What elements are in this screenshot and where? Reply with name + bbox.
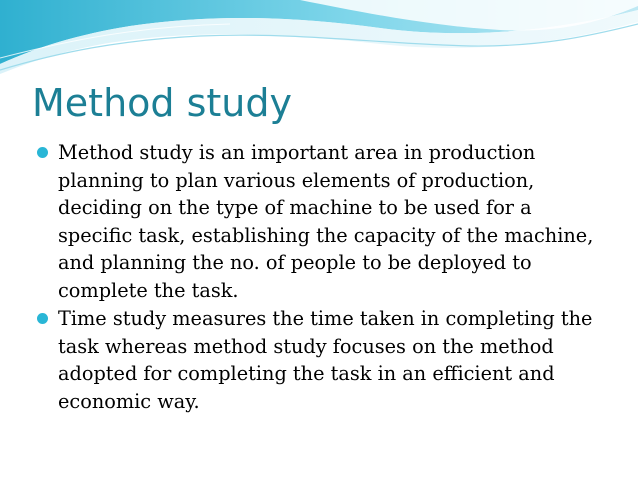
bullet-item: [36, 139, 606, 304]
bullet-text: Method study is an important area in production planning to plan various elements of production, deciding on the type of machine to be used for a specific task, establishing the capacity of the machine, and planning the no. of people to be deployed to complete the task.: [58, 141, 594, 302]
bullet-list: [36, 139, 606, 416]
slide-title: Method study: [32, 81, 292, 125]
bullet-text: Time study measures the time taken in completing the task whereas method study focuses on the method adopted for completing the task in an efficient and economic way.: [58, 307, 593, 413]
bullet-dot-icon: [37, 147, 48, 158]
bullet-dot-icon: [37, 313, 48, 324]
decorative-wave-banner: [0, 0, 638, 80]
bullet-item: [36, 305, 606, 415]
